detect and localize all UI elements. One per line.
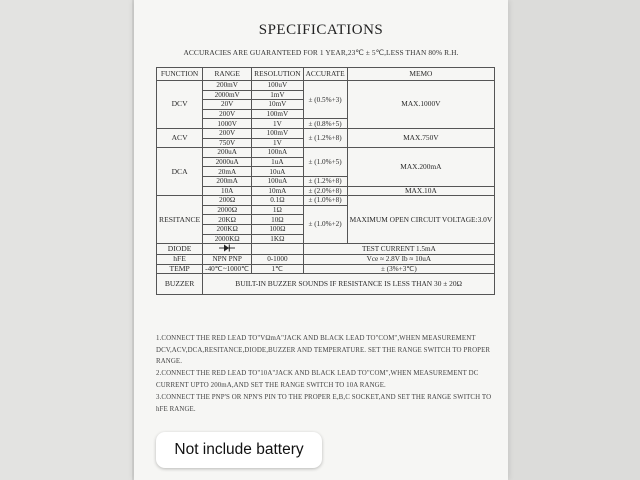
range-cell: 2000uA xyxy=(203,157,252,167)
resolution-cell: 10uA xyxy=(252,167,303,177)
diode-symbol-cell xyxy=(203,244,252,255)
accuracy-cell: ± (1.0%+8) xyxy=(303,196,347,206)
table-row xyxy=(157,255,495,265)
resolution-cell: 1V xyxy=(252,119,303,129)
memo-cell: MAXIMUM OPEN CIRCUIT VOLTAGE:3.0V xyxy=(347,196,495,244)
range-cell: 20mA xyxy=(203,167,252,177)
accuracy-cell: ± (1.2%+8) xyxy=(303,128,347,147)
function-diode: DIODE xyxy=(157,244,203,255)
resolution-cell: 0.1Ω xyxy=(252,196,303,206)
spec-table xyxy=(156,67,495,295)
header-accurate: ACCURATE xyxy=(303,68,347,81)
accuracy-cell: ± (1.0%+5) xyxy=(303,148,347,177)
resolution-cell: 100mV xyxy=(252,128,303,138)
resolution-cell: 10mV xyxy=(252,100,303,110)
resolution-cell: 100Ω xyxy=(252,224,303,234)
range-cell: -40℃~1000℃ xyxy=(203,264,252,274)
function-buzzer: BUZZER xyxy=(157,274,203,295)
resolution-cell: 1KΩ xyxy=(252,234,303,244)
resolution-cell: 100uV xyxy=(252,81,303,91)
function-acv: ACV xyxy=(157,128,203,147)
page-title: SPECIFICATIONS xyxy=(258,22,384,38)
function-hfe: hFE xyxy=(157,255,203,265)
range-cell: 200V xyxy=(203,128,252,138)
resolution-cell: 1uA xyxy=(252,157,303,167)
function-dcv: DCV xyxy=(157,81,203,129)
buzzer-note: BUILT-IN BUZZER SOUNDS IF RESISTANCE IS LESS THAN 30 ± 20Ω xyxy=(203,274,495,295)
resolution-cell: 1V xyxy=(252,138,303,148)
resolution-cell: 100mV xyxy=(252,109,303,119)
header-function: FUNCTION xyxy=(157,68,203,81)
table-row xyxy=(157,196,495,206)
resolution-cell: 10mA xyxy=(252,186,303,196)
spec-sheet xyxy=(134,0,508,480)
sticker-label: Not include battery xyxy=(174,441,304,458)
table-row xyxy=(157,148,495,158)
range-cell: 20V xyxy=(203,100,252,110)
range-cell: 200mV xyxy=(203,81,252,91)
temp-accuracy: ± (3%+3℃) xyxy=(303,264,495,274)
header-resolution: RESOLUTION xyxy=(252,68,303,81)
header-range: RANGE xyxy=(203,68,252,81)
table-row xyxy=(157,81,495,91)
resolution-cell: 1℃ xyxy=(252,264,303,274)
background-right xyxy=(508,0,640,480)
instruction-item: 2.CONNECT THE RED LEAD TO"10A"JACK AND BLACK LEAD TO"COM",WHEN MEASUREMENT DC CURRENT UPTO 200mA,AND SET THE RANGE SWITCH TO 10A RANGE. xyxy=(156,370,479,389)
resolution-cell: 0-1000 xyxy=(252,255,303,265)
table-row xyxy=(157,128,495,138)
range-cell: 10A xyxy=(203,186,252,196)
hfe-conditions: Vce ≈ 2.8V Ib ≈ 10uA xyxy=(303,255,495,265)
diode-icon xyxy=(219,244,235,254)
accuracy-cell: ± (1.2%+8) xyxy=(303,176,347,186)
background-left xyxy=(0,0,132,480)
memo-cell: MAX.750V xyxy=(347,128,495,147)
range-cell: 2000KΩ xyxy=(203,234,252,244)
accuracy-cell: ± (0.5%+3) xyxy=(303,81,347,119)
table-row xyxy=(157,244,495,255)
range-cell: 2000Ω xyxy=(203,205,252,215)
battery-sticker xyxy=(156,432,322,468)
function-dca: DCA xyxy=(157,148,203,196)
resolution-cell: 100nA xyxy=(252,148,303,158)
diode-test-current: TEST CURRENT 1.5mA xyxy=(303,244,495,255)
memo-cell: MAX.10A xyxy=(347,186,495,196)
accuracy-cell: ± (0.8%+5) xyxy=(303,119,347,129)
resolution-cell xyxy=(252,244,303,255)
table-row xyxy=(157,274,495,295)
table-row xyxy=(157,264,495,274)
resolution-cell: 100uA xyxy=(252,176,303,186)
instructions xyxy=(156,333,496,416)
range-cell: 200KΩ xyxy=(203,224,252,234)
range-cell: 200V xyxy=(203,109,252,119)
accuracy-note: ACCURACIES ARE GUARANTEED FOR 1 YEAR,23℃ ± 5℃,LESS THAN 80% R.H. xyxy=(183,48,459,57)
header-memo: MEMO xyxy=(347,68,495,81)
instruction-item: 1.CONNECT THE RED LEAD TO"VΩmA"JACK AND BLACK LEAD TO"COM",WHEN MEASUREMENT DCV,ACV,DCA,RESITANCE,DIODE,BUZZER AND TEMPERATURE. SET THE RANGE SWITCH TO PROPER RANGE. xyxy=(156,335,491,366)
range-cell: NPN PNP xyxy=(203,255,252,265)
function-temp: TEMP xyxy=(157,264,203,274)
resolution-cell: 1Ω xyxy=(252,205,303,215)
table-row xyxy=(157,186,495,196)
table-header-row xyxy=(157,68,495,81)
resolution-cell: 1mV xyxy=(252,90,303,100)
range-cell: 20KΩ xyxy=(203,215,252,225)
function-resistance: RESITANCE xyxy=(157,196,203,244)
range-cell: 2000mV xyxy=(203,90,252,100)
memo-cell: MAX.1000V xyxy=(347,81,495,129)
range-cell: 200mA xyxy=(203,176,252,186)
accuracy-cell: ± (1.0%+2) xyxy=(303,205,347,243)
resolution-cell: 10Ω xyxy=(252,215,303,225)
range-cell: 1000V xyxy=(203,119,252,129)
range-cell: 200Ω xyxy=(203,196,252,206)
range-cell: 200uA xyxy=(203,148,252,158)
range-cell: 750V xyxy=(203,138,252,148)
instruction-item: 3.CONNECT THE PNP'S OR NPN'S PIN TO THE PROPER E,B,C SOCKET,AND SET THE RANGE SWITCH TO hFE RANGE. xyxy=(156,394,492,413)
accuracy-cell: ± (2.0%+8) xyxy=(303,186,347,196)
memo-cell: MAX.200mA xyxy=(347,148,495,186)
